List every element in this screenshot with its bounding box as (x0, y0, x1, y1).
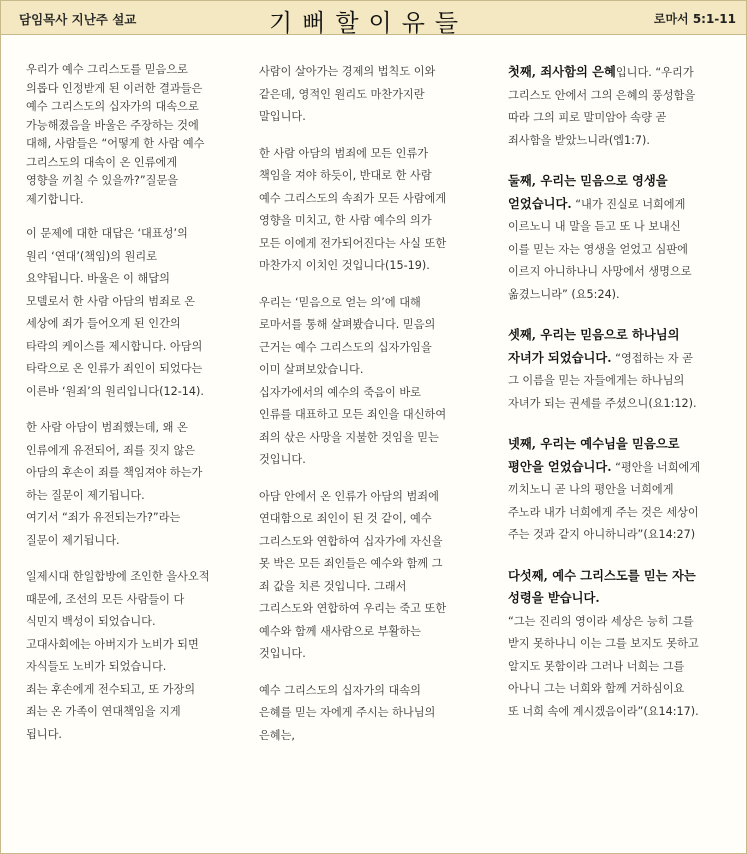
paragraph: 예수 그리스도의 십자가의 대속의 은혜를 믿는 자에게 주시는 하나님의 은혜는, (259, 683, 436, 742)
paragraph: 죄는 후손에게 전수되고, 또 가장의 죄는 온 가족이 연대책임을 지게 됩니다. (26, 682, 196, 741)
section-title: 넷째, 우리는 예수님을 믿음으로 평안을 얻었습니다. (508, 436, 680, 474)
blessing-section (508, 61, 736, 152)
section-title: 둘째, 우리는 믿음으로 영생을 얻었습니다. (508, 173, 668, 211)
blessing-section (508, 170, 736, 306)
section-title: 셋째, 우리는 믿음으로 하나님의 자녀가 되었습니다. (508, 327, 680, 365)
column-2 (259, 61, 484, 761)
column-3 (508, 61, 736, 741)
paragraph: 아담 안에서 온 인류가 아담의 범죄에 연대함으로 죄인이 된 것 같이, 예수 그리스도와 연합하여 십자가에 자신을 못 박은 모든 죄인들은 예수와 함께 그 죄 값을 치른 것입니다. 그래서 그리스도와 연합하여 우리는 죽고 또한 예수와 함께 새사람으로 부활하는 것입니다. (259, 489, 447, 660)
paragraph: 이 문제에 대한 대답은 ‘대표성’의 원리 ‘연대’(책임)의 원리로 요약됩니다. 바울은 이 해답의 모델로서 한 사람 아담의 범죄로 온 세상에 죄가 들어오게 된 인간의 타락의 케이스를 제시합니다. 아담의 타락으로 온 인류가 죄인이 되었다는 이른바 ‘원죄’의 원리입니다(12-14). (26, 227, 204, 398)
scripture-reference: 로마서 5:1-11 (653, 12, 736, 26)
section-title: 첫째, 죄사함의 은혜 (508, 64, 616, 79)
paragraph: 사람이 살아가는 경제의 법칙도 이와 같은데, 영적인 원리도 마찬가지란 말입니다. (259, 65, 436, 123)
section-body: “그는 진리의 영이라 세상은 능히 그를 받지 못하나니 이는 그를 보지도 못하고 알지도 못함이라 그러나 너희는 그를 아나니 그는 너희와 함께 거하심이요 또 너희 속에 계시겠음이라”(요14:17). (508, 614, 699, 718)
section-body: “평안을 너희에게 끼치노니 곧 나의 평안을 너희에게 주노라 내가 너희에게 주는 것은 세상이 주는 것과 같지 아니하니라”(요14:27) (508, 460, 701, 541)
header-label: 담임목사 지난주 설교 (19, 12, 137, 27)
paragraph: 여기서 “죄가 유전되는가?”라는 질문이 제기됩니다. (26, 511, 181, 547)
paragraph: 고대사회에는 아버지가 노비가 되면 자식들도 노비가 되었습니다. (26, 637, 199, 673)
section-body: “영접하는 자 곧 그 이름을 믿는 자들에게는 하나님의 자녀가 되는 권세를 주셨으니(요1:12). (508, 351, 697, 410)
header-bar (1, 1, 746, 35)
blessing-section (508, 433, 736, 547)
page-title: 기뻐할이유들 (269, 9, 469, 37)
column-1 (26, 61, 241, 760)
paragraph: 한 사람 아담이 범죄했는데, 왜 온 인류에게 유전되어, 죄를 짓지 않은 아담의 후손이 죄를 책임져야 하는가 하는 질문이 제기됩니다. (26, 421, 203, 502)
section-title: 다섯째, 예수 그리스도를 믿는 자는 성령을 받습니다. (508, 567, 696, 605)
paragraph: 십자가에서의 예수의 죽음이 바로 인류를 대표하고 모든 죄인을 대신하여 죄의 삯은 사망을 지불한 것임을 믿는 것입니다. (259, 385, 447, 466)
paragraph: 우리가 예수 그리스도를 믿음으로 의롭다 인정받게 된 이러한 결과들은 예수 그리스도의 십자가의 대속으로 가능해졌음을 바울은 주장하는 것에 대해, 사람들은 “어떻게 한 사람 예수 그리스도의 대속이 온 인류에게 영향을 끼칠 수 있을까?”질문을 제기합니다. (26, 63, 205, 206)
paragraph: 한 사람 아담의 범죄에 모든 인류가 책임을 져야 하듯이, 반대로 한 사람 예수 그리스도의 속죄가 모든 사람에게 영향을 미치고, 한 사람 예수의 의가 모든 이에게 전가되어진다는 사실 또한 마찬가지 이치인 것입니다(15-19). (259, 146, 447, 272)
section-body: “내가 진실로 너희에게 이르노니 내 말을 듣고 또 나 보내신 이를 믿는 자는 영생을 얻었고 심판에 이르지 아니하나니 사망에서 생명으로 옮겼느니라” (요5:24). (508, 197, 692, 301)
blessing-section (508, 324, 736, 415)
blessing-section (508, 565, 736, 724)
section-body: 입니다. “우리가 그리스도 안에서 그의 은혜의 풍성함을 따라 그의 피로 말미암아 속량 곧 죄사함을 받았느니라(엡1:7). (508, 66, 696, 147)
paragraph: 우리는 ‘믿음으로 얻는 의’에 대해 로마서를 통해 살펴봤습니다. 믿음의 근거는 예수 그리스도의 십자가임을 이미 살펴보았습니다. (259, 295, 436, 376)
paragraph: 일제시대 한일합방에 조인한 을사오적 때문에, 조선의 모든 사람들이 다 식민지 백성이 되었습니다. (26, 570, 210, 628)
